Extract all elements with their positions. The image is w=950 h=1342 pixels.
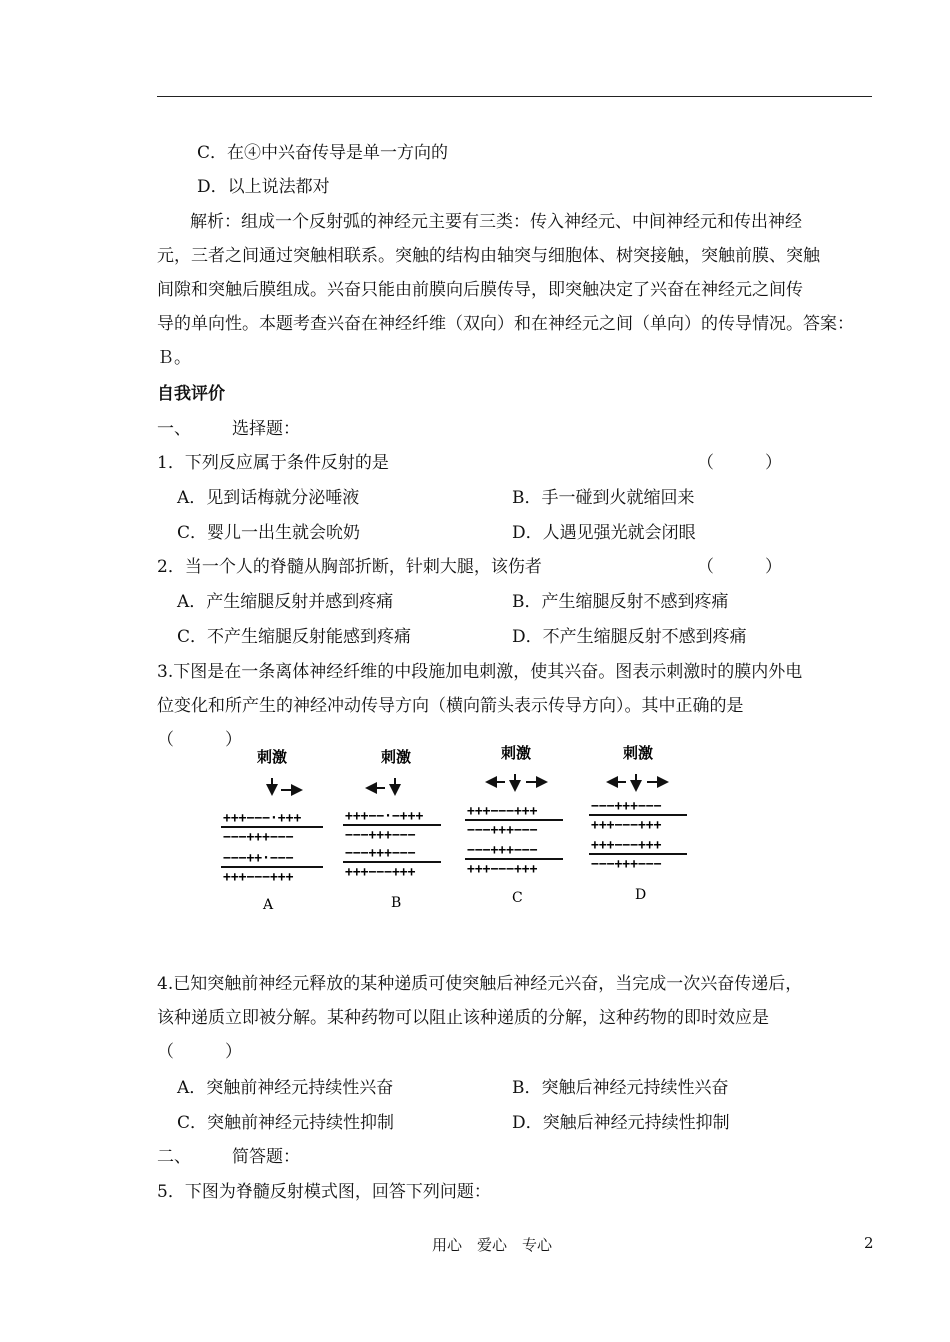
panel-a[interactable] bbox=[221, 748, 323, 913]
q5-stem: 5．下图为脊髓反射模式图，回答下列问题： bbox=[157, 1182, 491, 1202]
part1-title: 选择题： bbox=[232, 419, 300, 439]
panel-c-stimulus-label: 刺激 bbox=[501, 744, 532, 762]
q2-option-c[interactable]: C．不产生缩腿反射能感到疼痛 bbox=[177, 627, 412, 647]
panel-b-row-3: −−−+++−−− bbox=[345, 846, 416, 861]
q3-stem-line-1: 3.下图是在一条离体神经纤维的中段施加电刺激，使其兴奋。图表示刺激时的膜内外电 bbox=[157, 662, 803, 682]
analysis-line-4: 导的单向性。本题考查兴奋在神经纤维（双向）和在神经元之间（单向）的传导情况。答案： bbox=[157, 314, 854, 334]
section-title: 自我评价 bbox=[157, 384, 225, 404]
q2-option-d[interactable]: D．不产生缩腿反射不感到疼痛 bbox=[512, 627, 747, 647]
part2-title: 简答题： bbox=[232, 1147, 300, 1167]
panel-b-row-2: −−−+++−−− bbox=[345, 828, 416, 843]
panel-a-row-3: −−−++·−−− bbox=[223, 851, 294, 866]
q2-option-b[interactable]: B．产生缩腿反射不感到疼痛 bbox=[512, 592, 729, 612]
panel-d[interactable] bbox=[589, 744, 687, 903]
q4-option-d[interactable]: D．突触后神经元持续性抑制 bbox=[512, 1113, 730, 1133]
q4-stem-line-1: 4.已知突触前神经元释放的某种递质可使突触后神经元兴奋，当完成一次兴奋传递后， bbox=[157, 974, 803, 994]
prev-option-c: C．在④中兴奋传导是单一方向的 bbox=[197, 143, 449, 163]
panel-b-row-1: +++−−·−+++ bbox=[345, 809, 424, 824]
panel-a-row-2: −−−+++−−− bbox=[223, 830, 294, 845]
q4-stem-line-2: 该种递质立即被分解。某种药物可以阻止该种递质的分解，这种药物的即时效应是 bbox=[157, 1008, 769, 1028]
panel-c-row-1: +++−−−+++ bbox=[467, 804, 538, 819]
analysis-line-2: 元，三者之间通过突触相联系。突触的结构由轴突与细胞体、树突接触，突触前膜、突触 bbox=[157, 246, 820, 266]
panel-d-row-4: −−−+++−−− bbox=[591, 857, 662, 872]
q1-answer-blank[interactable]: （ ） bbox=[697, 453, 782, 473]
panel-c-row-3: −−−+++−−− bbox=[467, 843, 538, 858]
panel-c-letter: C bbox=[512, 890, 523, 906]
q1-option-c[interactable]: C．婴儿一出生就会吮奶 bbox=[177, 523, 361, 543]
part2-number: 二、 bbox=[157, 1147, 191, 1167]
panel-c-row-4: +++−−−+++ bbox=[467, 862, 538, 877]
panel-c[interactable] bbox=[465, 744, 563, 906]
panel-b[interactable] bbox=[343, 748, 441, 911]
panel-d-letter: D bbox=[635, 887, 647, 903]
q2-option-a[interactable]: A．产生缩腿反射并感到疼痛 bbox=[177, 592, 394, 612]
panel-d-row-1: −−−+++−−− bbox=[591, 799, 662, 814]
panel-b-row-4: +++−−−+++ bbox=[345, 865, 416, 880]
q2-answer-blank[interactable]: （ ） bbox=[697, 557, 782, 577]
panel-d-row-3: +++−−−+++ bbox=[591, 838, 662, 853]
panel-a-stimulus-label: 刺激 bbox=[257, 748, 288, 766]
stimulus-figure-svg bbox=[215, 738, 705, 918]
stimulus-figure bbox=[215, 738, 705, 918]
analysis-line-3: 间隙和突触后膜组成。兴奋只能由前膜向后膜传导，即突触决定了兴奋在神经元之间传 bbox=[157, 280, 803, 300]
part1-number: 一、 bbox=[157, 419, 191, 439]
panel-a-letter: A bbox=[263, 897, 274, 913]
q1-option-a[interactable]: A．见到话梅就分泌唾液 bbox=[177, 488, 360, 508]
q1-option-b[interactable]: B．手一碰到火就缩回来 bbox=[512, 488, 695, 508]
q2-stem: 2．当一个人的脊髓从胸部折断，针刺大腿，该伤者 bbox=[157, 557, 542, 577]
q3-stem-line-2: 位变化和所产生的神经冲动传导方向（横向箭头表示传导方向）。其中正确的是 bbox=[157, 696, 744, 716]
q4-option-a[interactable]: A．突触前神经元持续性兴奋 bbox=[177, 1078, 394, 1098]
panel-d-stimulus-label: 刺激 bbox=[623, 744, 654, 762]
panel-c-row-2: −−−+++−−− bbox=[467, 823, 538, 838]
q1-option-d[interactable]: D．人遇见强光就会闭眼 bbox=[512, 523, 696, 543]
q3-answer-blank[interactable]: （ ） bbox=[157, 730, 242, 750]
analysis-line-1: 解析：组成一个反射弧的神经元主要有三类：传入神经元、中间神经元和传出神经 bbox=[190, 212, 802, 232]
footer-motto: 用心 爱心 专心 bbox=[432, 1236, 553, 1254]
q1-stem: 1．下列反应属于条件反射的是 bbox=[157, 453, 389, 473]
header-rule bbox=[157, 96, 872, 97]
q4-option-c[interactable]: C．突触前神经元持续性抑制 bbox=[177, 1113, 395, 1133]
page-number: 2 bbox=[864, 1234, 874, 1252]
prev-option-d: D．以上说法都对 bbox=[197, 177, 330, 197]
analysis-line-5: Ｂ。 bbox=[157, 348, 191, 368]
q4-answer-blank[interactable]: （ ） bbox=[157, 1042, 242, 1062]
q4-option-b[interactable]: B．突触后神经元持续性兴奋 bbox=[512, 1078, 729, 1098]
panel-b-letter: B bbox=[391, 895, 402, 911]
panel-a-row-4: +++−−−+++ bbox=[223, 870, 294, 885]
panel-a-row-1: +++−−−·+++ bbox=[223, 811, 302, 826]
panel-d-row-2: +++−−−+++ bbox=[591, 818, 662, 833]
panel-b-stimulus-label: 刺激 bbox=[381, 748, 412, 766]
